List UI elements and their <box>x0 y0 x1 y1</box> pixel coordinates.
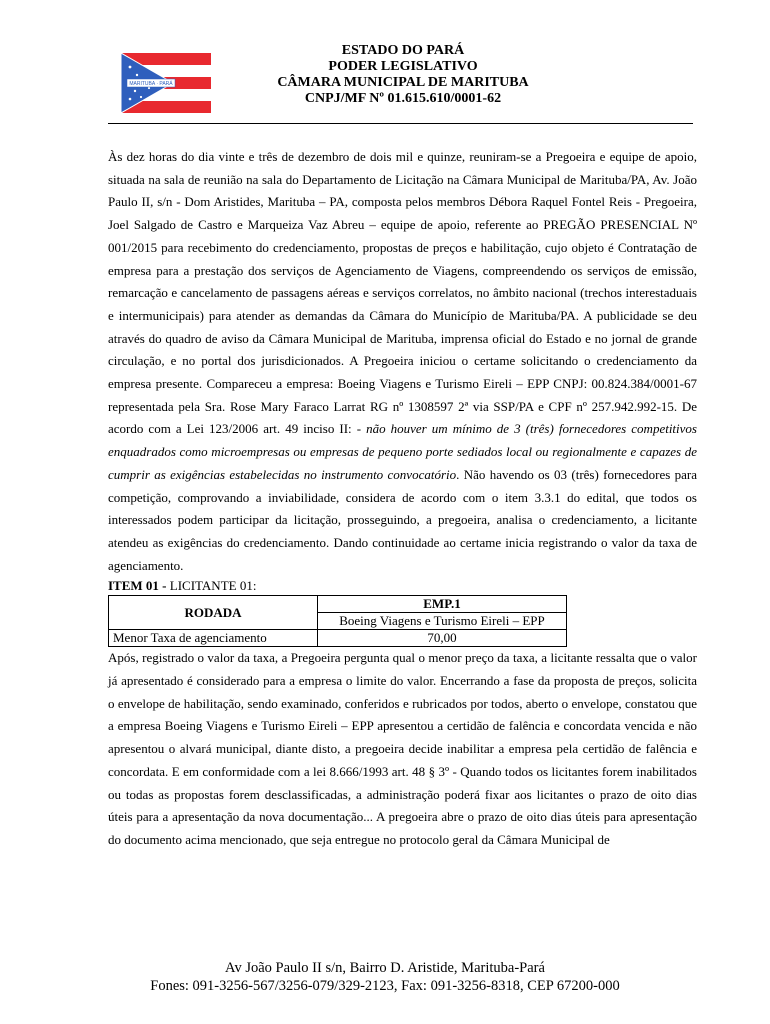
flag-text: MARITUBA · PARÁ <box>129 81 173 87</box>
paragraph-2: Após, registrado o valor da taxa, a Pregoeira pergunta qual o menor preço da taxa, a licitante ressalta que o valor já apresentado é considerado para a empresa o limite do valor. Encerrando a fase da proposta de preços, solicita o envelope de habilitação, sendo examinado, conferidos e rubricados por todos, aberto o envelope, constatou que a empresa Boeing Viagens e Turismo Eireli – EPP apresentou a certidão de falência e concordata vencida e não apresentou o alvará municipal, diante disto, a pregoeira decide inabilitar a empresa pela certidão de falência e concordata. E em conformidade com a lei 8.666/1993 art. 48 § 3º - Quando todos os licitantes forem inabilitados ou todas as propostas forem desclassificadas, a administração poderá fixar aos licitantes o prazo de oito dias úteis para a apresentação da nova documentação... A pregoeira abre o prazo de oito dias úteis para apresentação do documento acima mencionado, que seja entregue no protocolo geral da Câmara Municipal de <box>108 650 697 847</box>
paragraph-1-italic-quote: não houver um mínimo de 3 (três) fornecedores competitivos enquadrados como microempresas ou empresas de pequeno porte sediados local ou regionalmente e capazes de cumprir as exigências estabelecidas no instrumento convocatório <box>108 421 697 482</box>
header-cnpj: CNPJ/MF Nº 01.615.610/0001-62 <box>304 91 502 106</box>
table-header-rodada: RODADA <box>109 596 318 630</box>
footer-phones: Fones: 091-3256-567/3256-079/329-2123, Fax: 091-3256-8318, CEP 67200-000 <box>150 978 620 994</box>
table-row <box>109 630 567 647</box>
item-title-number: ITEM 01 - <box>108 578 167 594</box>
table-row-label: Menor Taxa de agenciamento <box>109 630 318 647</box>
table-row <box>109 596 567 613</box>
header-branch: PODER LEGISLATIVO <box>328 59 478 74</box>
header-institution: CÂMARA MUNICIPAL DE MARITUBA <box>277 75 529 90</box>
table-company-name: Boeing Viagens e Turismo Eireli – EPP <box>318 613 567 630</box>
item-title <box>108 577 697 595</box>
paragraph-1-text-b: . Não havendo os 03 (três) fornecedores para competição, comprovando a inviabilidade, considera de acordo com o item 3.3.1 do edital, que todos os interessados podem participar da licitação, prosseguindo, a pregoeira, analisa o credenciamento, a licitante atendeu as exigências do credenciamento. Dando continuidade ao certame inicia registrando o valor da taxa de agenciamento. <box>108 466 697 573</box>
document-footer <box>100 959 670 995</box>
item-title-label: LICITANTE 01: <box>166 578 257 594</box>
document-body <box>108 146 697 852</box>
paragraph-1-text-a: Às dez horas do dia vinte e três de dezembro de dois mil e quinze, reuniram-se a Pregoeira e equipe de apoio, situada na sala de reunião na sala do Departamento de Licitação na Câmara Municipal de Marituba/PA, Av. João Paulo II, s/n - Dom Aristides, Marituba – PA, composta pelos membros Débora Raquel Fontel Reis - Pregoeira, Joel Salgado de Castro e Marqueiza Vaz Abreu – equipe de apoio, referente ao PREGÃO PRESENCIAL Nº 001/2015 para recebimento do credenciamento, propostas de preços e habilitação, cujo objeto é Contratação de empresa para a prestação dos serviços de Agenciamento de Viagens, compreendendo os serviços de emissão, remarcação e cancelamento de passagens aéreas e serviços correlatos, no âmbito nacional (trechos interestaduais e intermunicipais) para atender as demandas da Câmara do Município de Marituba/PA. A publicidade se deu através do quadro de aviso da Câmara Municipal de Marituba, imprensa oficial do Estado e no jornal de grande circulação, e no portal dos jurisdicionados. A Pregoeira iniciou o certame solicitando o credenciamento da empresa presente. Compareceu a empresa: Boeing Viagens e Turismo Eireli – EPP CNPJ: 00.824.384/0001-67 representada pela Sra. Rose Mary Faraco Larrat RG nº 1308597 2ª via SSP/PA e CPF nº 257.942.992-15. De acordo com a Lei 123/2006 art. 49 inciso II: - <box>108 149 697 437</box>
document-header <box>228 43 578 107</box>
table-row-value: 70,00 <box>318 630 567 647</box>
header-divider <box>108 123 693 124</box>
paragraph-1 <box>108 146 697 577</box>
footer-address: Av João Paulo II s/n, Bairro D. Aristide, Marituba-Pará <box>225 960 545 976</box>
bid-table <box>108 595 567 647</box>
table-header-emp: EMP.1 <box>318 596 567 613</box>
header-state: ESTADO DO PARÁ <box>341 43 465 58</box>
marituba-flag-logo <box>121 53 211 113</box>
